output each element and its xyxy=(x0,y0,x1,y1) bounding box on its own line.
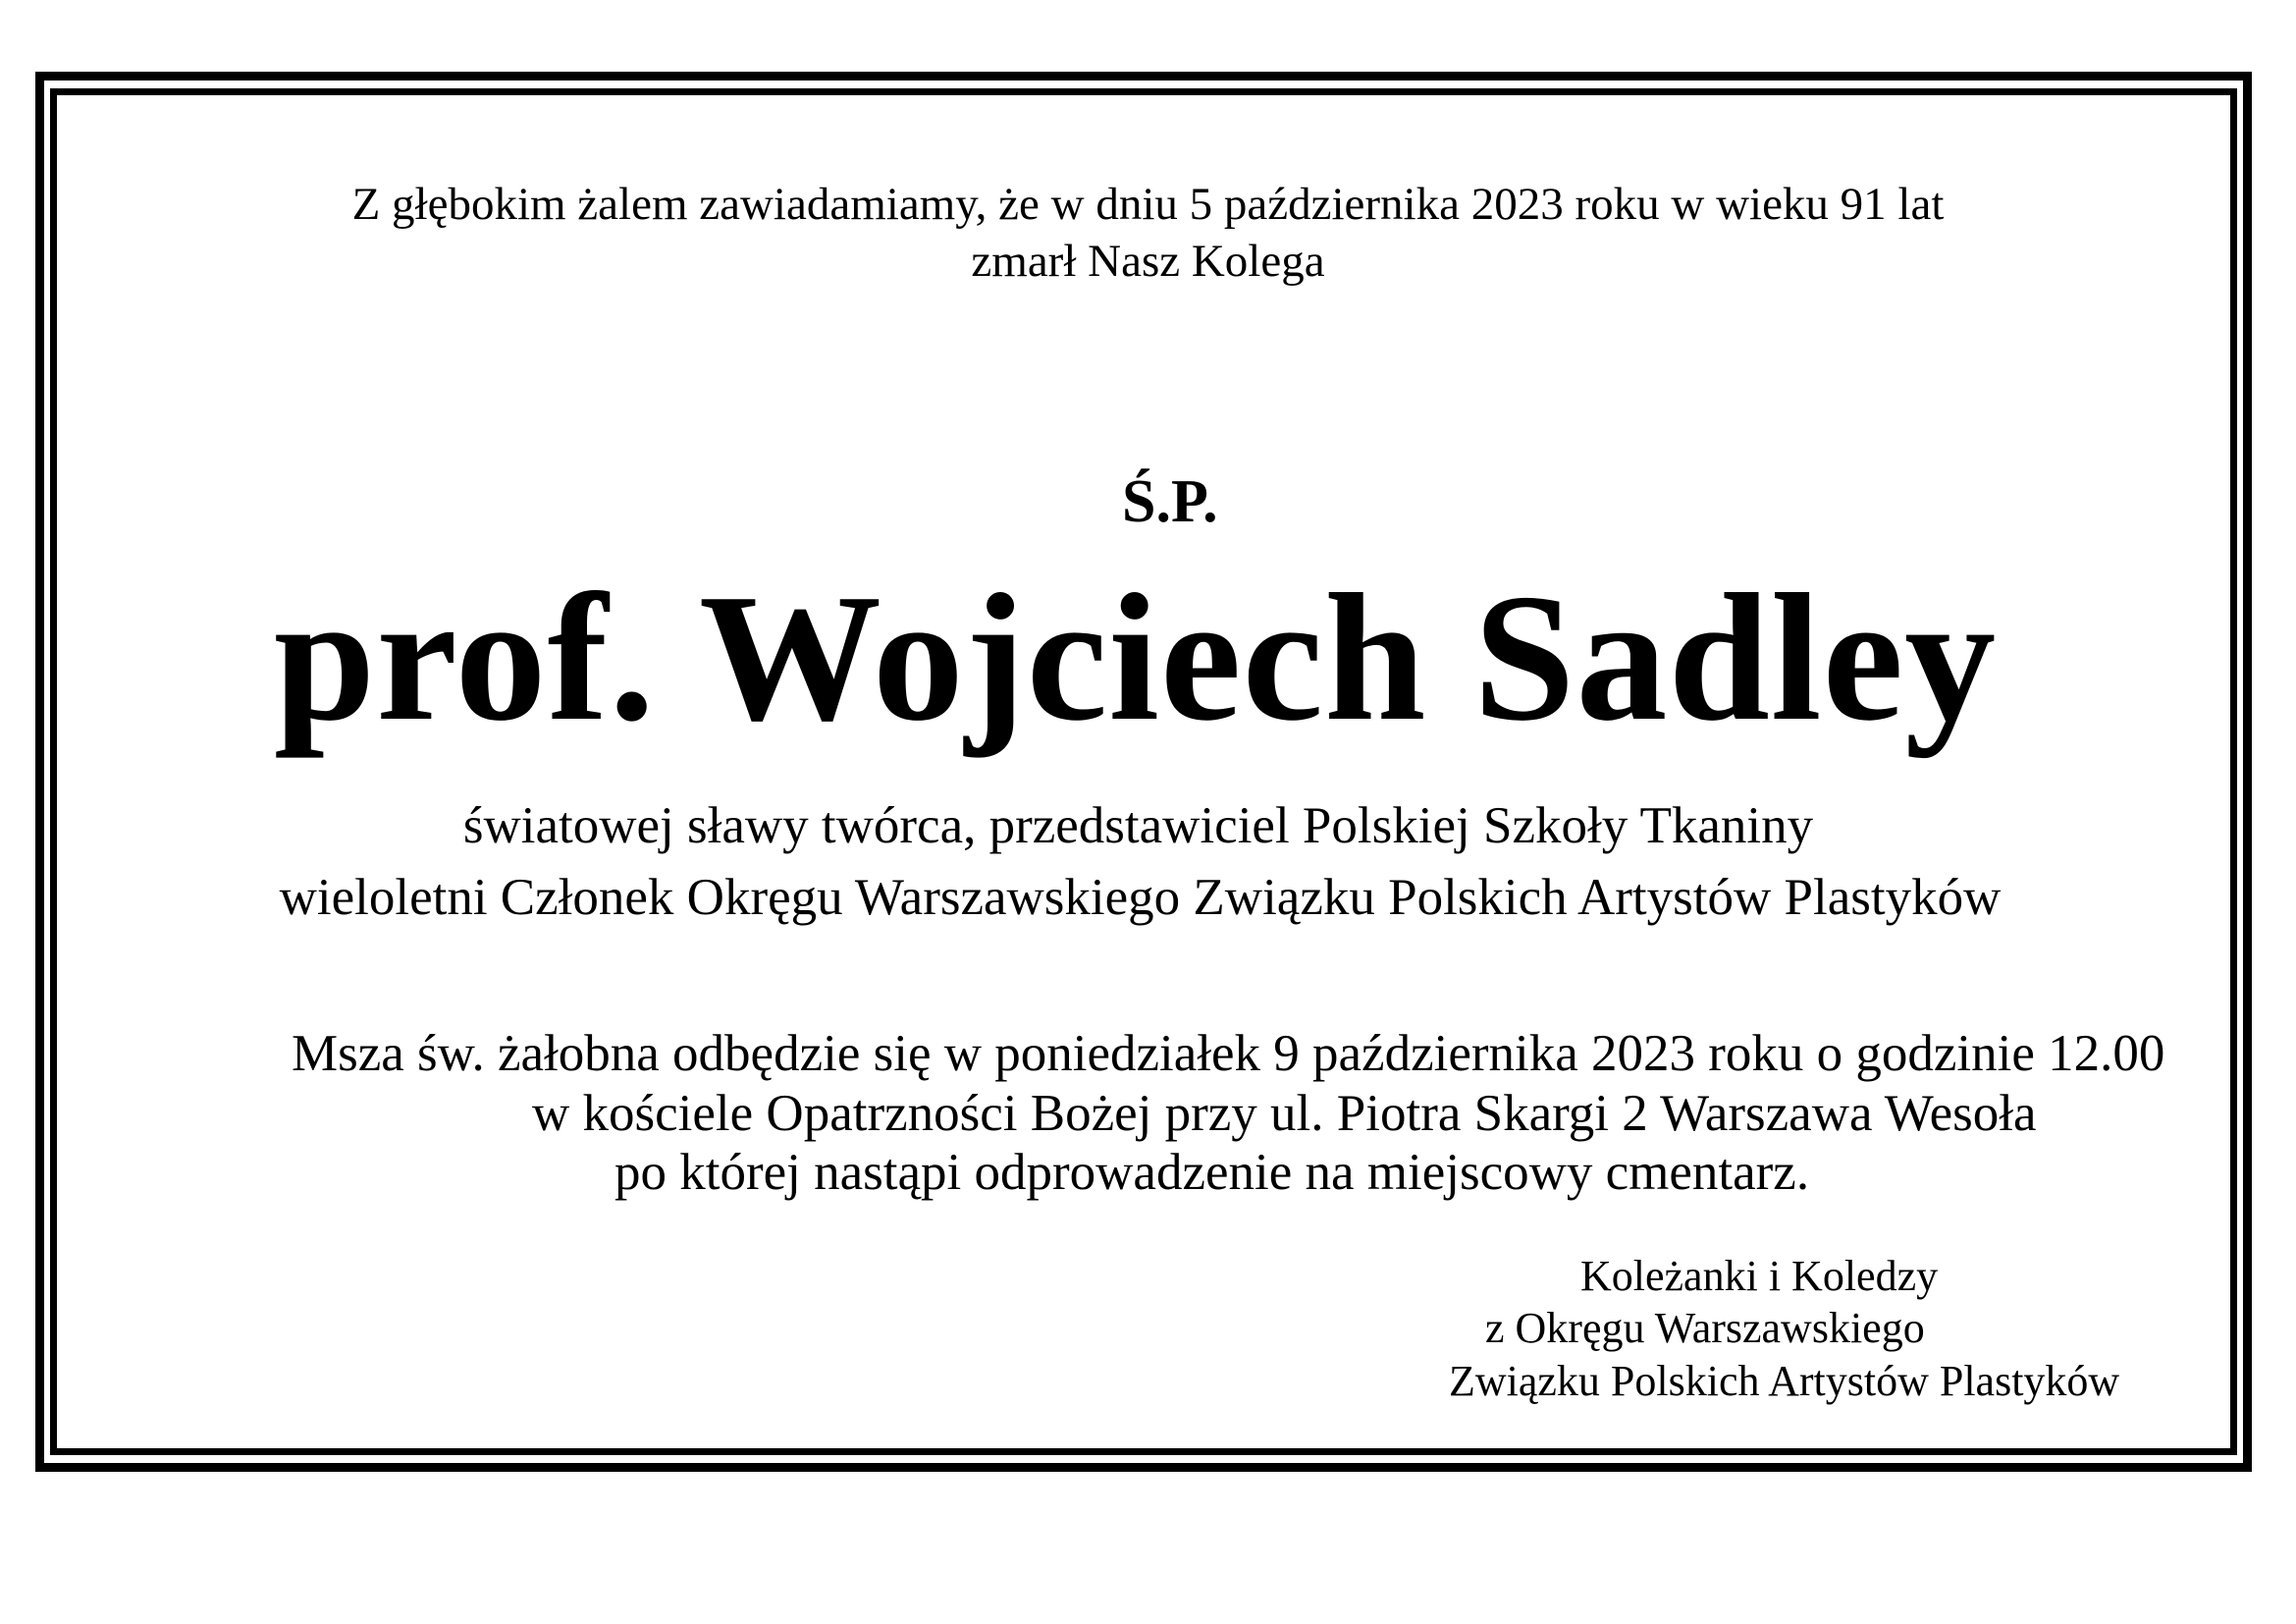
mass-line-3: po której nastąpi odprowadzenie na miejscowy cmentarz. xyxy=(614,1144,1810,1201)
description-line-2: wieloletni Członek Okręgu Warszawskiego Związku Polskich Artystów Plastyków xyxy=(279,869,2002,926)
mass-line-2: w kościele Opatrzności Bożej przy ul. Piotra Skargi 2 Warszawa Wesoła xyxy=(532,1085,2037,1142)
intro-line-2: zmarł Nasz Kolega xyxy=(971,236,1325,287)
mass-line-1: Msza św. żałobna odbędzie się w poniedziałek 9 października 2023 roku o godzinie 12.00 xyxy=(292,1025,2165,1082)
intro-line-1: Z głębokim żalem zawiadamiamy, że w dniu 5 października 2023 roku w wieku 91 lat xyxy=(351,179,1945,230)
description-line-1: światowej sławy twórca, przedstawiciel Polskiej Szkoły Tkaniny xyxy=(462,797,1814,854)
deceased-name: prof. Wojciech Sadley xyxy=(273,557,1998,759)
signature-line-2: z Okręgu Warszawskiego xyxy=(1485,1304,1925,1352)
signature-line-3: Związku Polskich Artystów Plastyków xyxy=(1449,1357,2120,1405)
honorific: Ś.P. xyxy=(1122,468,1218,535)
signature-line-1: Koleżanki i Koledzy xyxy=(1580,1252,1939,1300)
inner-border xyxy=(50,88,2237,1455)
